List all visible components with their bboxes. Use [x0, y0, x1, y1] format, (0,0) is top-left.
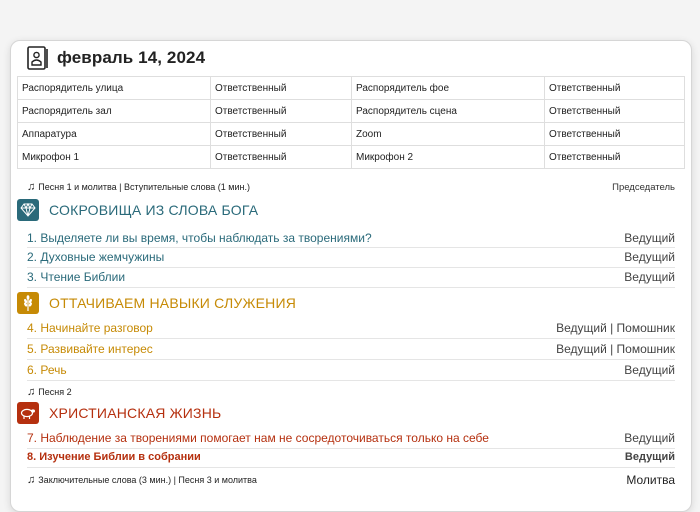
- item-title: 5. Развивайте интерес: [27, 342, 153, 356]
- divider: [27, 359, 675, 360]
- item-role: Ведущий | Помошник: [556, 342, 675, 356]
- item-role: Ведущий: [624, 431, 675, 445]
- closing-wrap: [27, 474, 257, 486]
- role-name: Распорядитель зал: [18, 100, 211, 123]
- item-role: Ведущий: [624, 270, 675, 284]
- item-title: 7. Наблюдение за творениями помогает нам не сосредоточиваться только на себе: [27, 431, 489, 445]
- role-name: Распорядитель фое: [352, 77, 545, 100]
- role-assignee: Ответственный: [211, 146, 352, 169]
- divider: [27, 287, 675, 288]
- list-item: [27, 268, 675, 286]
- item-title: 1. Выделяете ли вы время, чтобы наблюдать за творениями?: [27, 231, 372, 245]
- role-name: Распорядитель улица: [18, 77, 211, 100]
- table-row: [18, 146, 685, 169]
- item-role: Ведущий: [624, 231, 675, 245]
- diamond-icon: [17, 199, 39, 221]
- role-assignee: Ответственный: [545, 123, 685, 146]
- item-role: Ведущий: [624, 250, 675, 264]
- table-row: [18, 123, 685, 146]
- role-name: Микрофон 2: [352, 146, 545, 169]
- list-item: [27, 319, 675, 337]
- role-name: Микрофон 1: [18, 146, 211, 169]
- item-role: Ведущий | Помошник: [556, 321, 675, 335]
- section-treasures-header: [17, 199, 258, 221]
- role-assignee: Ответственный: [211, 123, 352, 146]
- list-item: [27, 229, 675, 247]
- song2-row: [27, 384, 675, 400]
- opening-row: [27, 179, 675, 195]
- role-name: Аппаратура: [18, 123, 211, 146]
- list-item: [27, 361, 675, 379]
- song2-wrap: [27, 386, 72, 398]
- sheep-icon: [17, 402, 39, 424]
- list-item: [27, 248, 675, 266]
- section-ministry-title: ОТТАЧИВАЕМ НАВЫКИ СЛУЖЕНИЯ: [49, 295, 297, 311]
- music-note-icon: ♫: [27, 474, 36, 486]
- meeting-date: февраль 14, 2024: [57, 48, 206, 67]
- item-title: 2. Духовные жемчужины: [27, 250, 165, 264]
- section-ministry-header: [17, 292, 296, 314]
- role-assignee: Ответственный: [545, 100, 685, 123]
- music-note-icon: ♫: [27, 386, 36, 398]
- closing-row: [27, 471, 675, 489]
- opening-text-wrap: [27, 181, 250, 193]
- divider: [27, 380, 675, 381]
- role-name: Zoom: [352, 123, 545, 146]
- item-title: 4. Начинайте разговор: [27, 321, 153, 335]
- item-title: 6. Речь: [27, 363, 67, 377]
- music-note-icon: ♫: [27, 181, 36, 193]
- divider: [27, 467, 675, 468]
- item-title: 8. Изучение Библии в собрании: [27, 450, 201, 463]
- chairman-role: Председатель: [612, 181, 675, 193]
- table-row: [18, 77, 685, 100]
- card-header: [27, 45, 205, 71]
- item-title: 3. Чтение Библии: [27, 270, 126, 284]
- item-role: Ведущий: [624, 450, 675, 463]
- list-item: [27, 429, 675, 447]
- role-assignee: Ответственный: [211, 77, 352, 100]
- song2-text: Песня 2: [38, 387, 72, 397]
- closing-text: Заключительные слова (3 мин.) | Песня 3 и молитва: [38, 475, 257, 485]
- role-assignee: Ответственный: [211, 100, 352, 123]
- role-assignee: Ответственный: [545, 77, 685, 100]
- list-item: [27, 450, 675, 463]
- meeting-card: [10, 40, 692, 512]
- roles-table: [17, 76, 685, 169]
- role-assignee: Ответственный: [545, 146, 685, 169]
- item-role: Ведущий: [624, 363, 675, 377]
- closing-role: Молитва: [626, 473, 675, 487]
- table-row: [18, 100, 685, 123]
- opening-text: Песня 1 и молитва | Вступительные слова (1 мин.): [38, 182, 250, 192]
- meeting-book-icon: [27, 46, 49, 70]
- list-item: [27, 340, 675, 358]
- divider: [27, 338, 675, 339]
- role-name: Распорядитель сцена: [352, 100, 545, 123]
- divider: [27, 448, 675, 449]
- section-living-title: ХРИСТИАНСКАЯ ЖИЗНЬ: [49, 405, 222, 421]
- section-treasures-title: СОКРОВИЩА ИЗ СЛОВА БОГА: [49, 202, 259, 218]
- wheat-icon: [17, 292, 39, 314]
- section-living-header: [17, 402, 221, 424]
